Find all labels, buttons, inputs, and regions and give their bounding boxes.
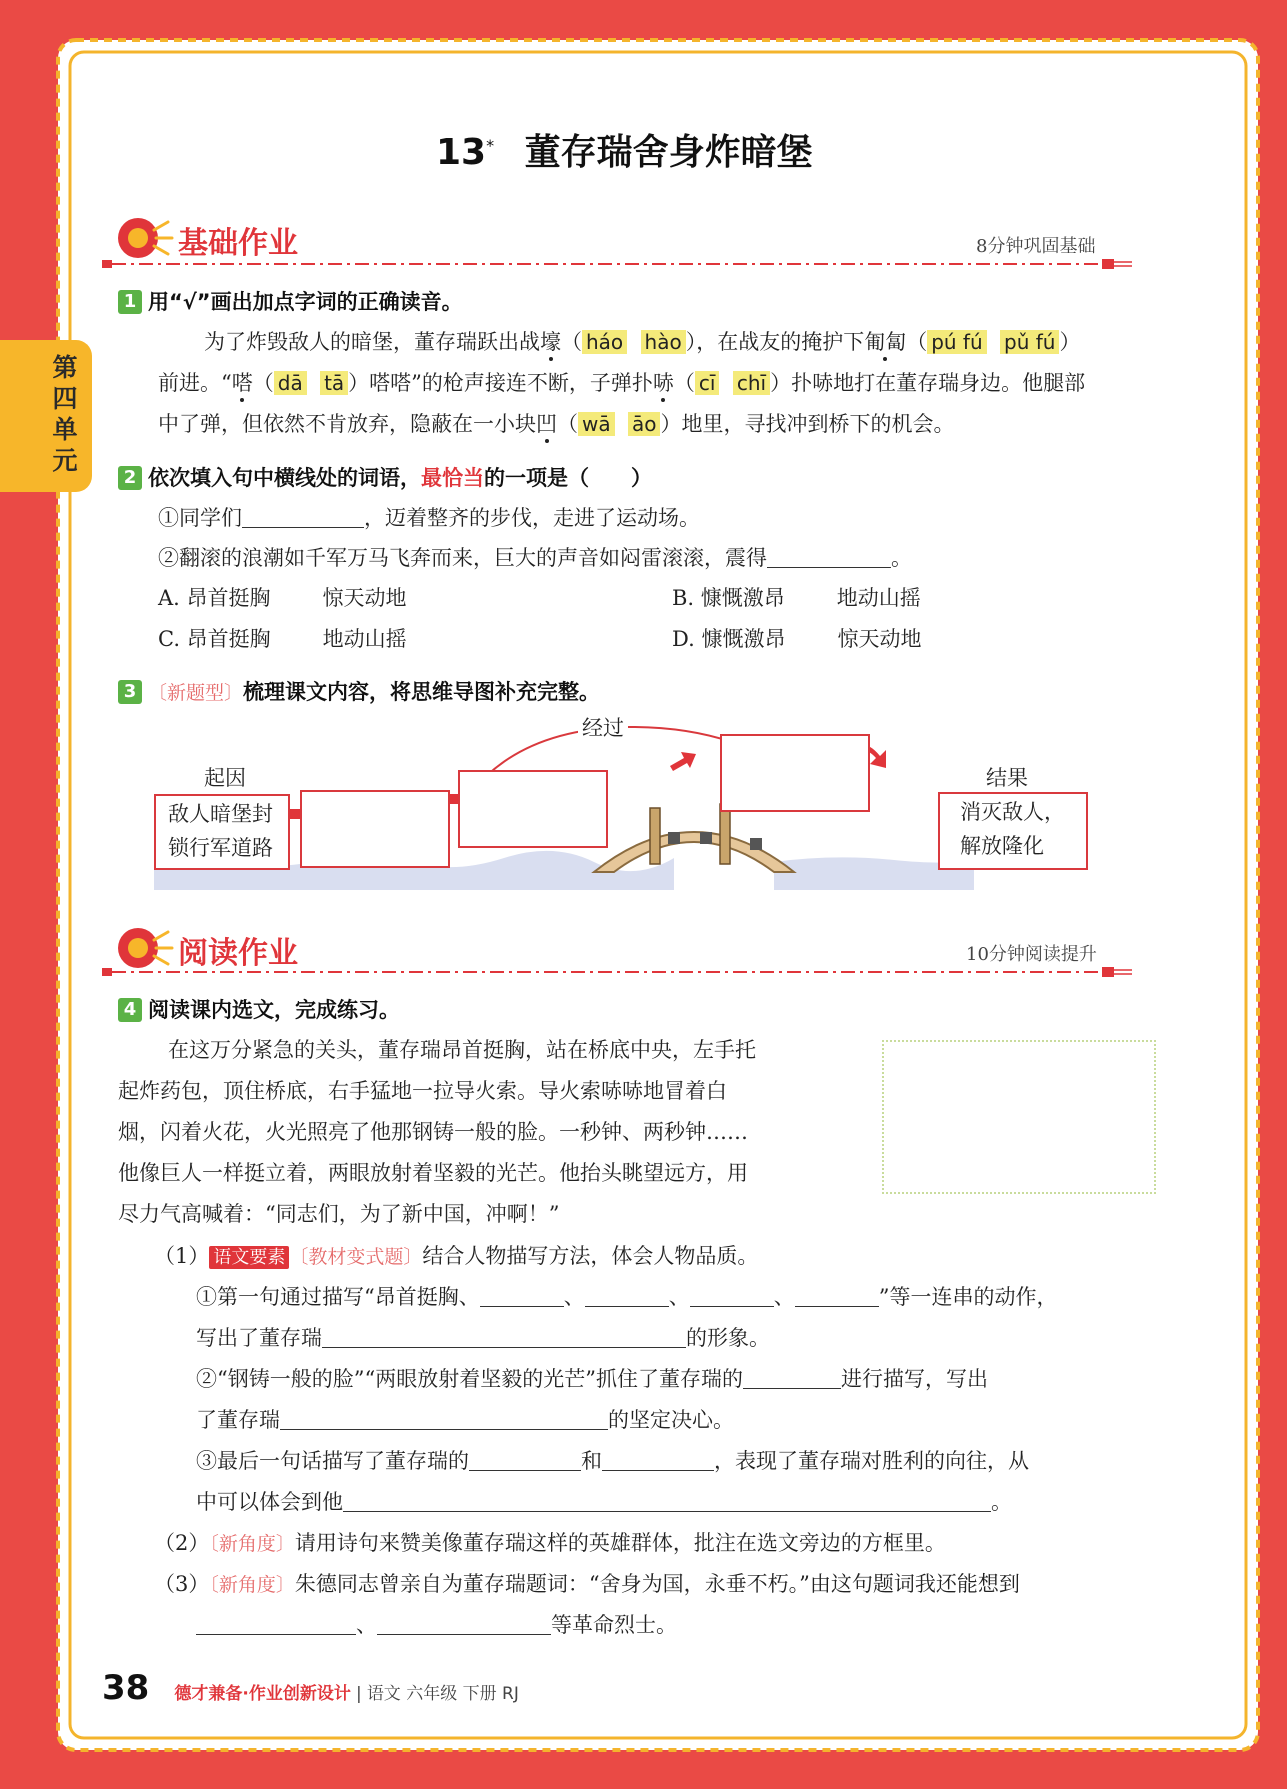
page-number: 38 <box>102 1668 150 1708</box>
text: 和 <box>581 1449 602 1473</box>
text: ，迈着整齐的步伐，走进了运动场。 <box>364 506 700 530</box>
text: ②翻滚的浪潮如千军万马飞奔而来，巨大的声音如闷雷滚滚，震得 <box>158 546 767 570</box>
text: ①同学们 <box>158 506 242 530</box>
text: 、 <box>773 1285 795 1309</box>
passage-line-3: 烟，闪着火花，火光照亮了他那钢铸一般的脸。一秒钟、两秒钟…… <box>118 1120 748 1144</box>
question-3 <box>118 676 600 706</box>
passage-line-4: 他像巨人一样挺立着，两眼放射着坚毅的光芒。他抬头眺望远方，用 <box>118 1161 748 1185</box>
question-prompt: 阅读课内选文，完成练习。 <box>148 998 400 1022</box>
text: ）嗒嗒”的枪声接连不断，子弹扑 <box>348 371 653 395</box>
dotted-char: 嗒 <box>231 371 253 395</box>
section-subtitle-basic: 8分钟巩固基础 <box>976 236 1096 257</box>
question-tag: 〔教材变式题〕 <box>289 1246 423 1268</box>
sub-question-prompt: 朱德同志曾亲自为董存瑞题词：“舍身为国，永垂不朽。”由这句题词我还能想到 <box>294 1572 1020 1596</box>
text: ”等一连串的动作， <box>878 1285 1058 1309</box>
pinyin-option[interactable]: cī <box>695 371 720 395</box>
dotted-char: 凹 <box>536 412 557 436</box>
pinyin-option[interactable]: tā <box>320 371 348 395</box>
q2-sentence-2 <box>158 542 912 572</box>
option-b[interactable] <box>672 582 921 612</box>
text: 中了弹，但依然不肯放弃，隐蔽在一小块 <box>158 412 536 436</box>
option-word: 地动山摇 <box>322 627 407 651</box>
lesson-name: 董存瑞舍身炸暗堡 <box>524 132 813 173</box>
section-title-basic: 基础作业 <box>178 226 298 261</box>
sub-1-line-b <box>196 1322 770 1352</box>
sub-question-2 <box>154 1527 946 1557</box>
answer-blank[interactable] <box>767 547 891 568</box>
pinyin-option[interactable]: hào <box>641 330 686 354</box>
text: 了董存瑞 <box>196 1408 280 1432</box>
option-label: B. 慷慨激昂 <box>672 586 785 610</box>
text: 的形象。 <box>686 1326 770 1350</box>
text: 的坚定决心。 <box>608 1408 734 1432</box>
option-word: 地动山摇 <box>836 586 921 610</box>
mindmap-blank-box-3[interactable] <box>720 734 870 812</box>
q1-line-1 <box>204 326 1080 356</box>
answer-blank[interactable] <box>322 1327 686 1348</box>
sub-1-line-c <box>196 1363 988 1393</box>
answer-blank[interactable] <box>585 1286 669 1307</box>
answer-blank[interactable] <box>469 1450 581 1471</box>
text: ） <box>1059 330 1081 354</box>
answer-blank[interactable] <box>602 1450 714 1471</box>
bridge-window <box>750 838 762 850</box>
question-tag: 〔新角度〕 <box>209 1574 295 1596</box>
question-prompt: 依次填入句中横线处的词语， <box>148 466 421 490</box>
cause-text-line-2: 锁行军道路 <box>168 836 273 860</box>
sub-question-1 <box>154 1240 758 1270</box>
passage-line-1: 在这万分紧急的关头，董存瑞昂首挺胸，站在桥底中央，左手托 <box>168 1038 756 1062</box>
mindmap-cause-box <box>154 794 290 870</box>
question-2 <box>118 462 652 492</box>
dotted-char: 壕 <box>540 330 561 354</box>
worksheet-page <box>86 72 1238 1724</box>
lesson-number: 13 <box>436 132 487 173</box>
text: 中可以体会到他 <box>196 1490 343 1514</box>
sub-question-prompt: 请用诗句来赞美像董存瑞这样的英雄群体，批注在选文旁边的方框里。 <box>294 1531 946 1555</box>
question-number: 1 <box>118 290 142 314</box>
option-word: 惊天动地 <box>322 586 407 610</box>
sub-3-line-b <box>196 1609 677 1639</box>
pinyin-option[interactable]: chī <box>733 371 770 395</box>
bridge-window <box>700 832 712 844</box>
text: ，表现了董存瑞对胜利的向往，从 <box>714 1449 1029 1473</box>
q1-line-2 <box>158 367 1085 397</box>
sub-1-line-a <box>196 1281 1058 1311</box>
arrow-icon <box>670 752 696 771</box>
text: 前进。“ <box>158 371 232 395</box>
text: 、 <box>563 1285 585 1309</box>
text: （ <box>252 371 274 395</box>
question-prompt: 用“√”画出加点字词的正确读音。 <box>148 290 463 314</box>
page-footer <box>102 1668 519 1708</box>
answer-blank[interactable] <box>690 1286 774 1307</box>
footer-brand: 德才兼备·作业创新设计 <box>174 1684 351 1704</box>
answer-blank[interactable] <box>280 1409 608 1430</box>
sub-1-line-d <box>196 1404 734 1434</box>
lesson-title <box>436 124 813 175</box>
pinyin-option[interactable]: pǔ fú <box>1000 330 1059 354</box>
answer-blank[interactable] <box>795 1286 879 1307</box>
answer-blank[interactable] <box>377 1614 551 1635</box>
section-subtitle-reading: 10分钟阅读提升 <box>966 944 1097 965</box>
annotation-box[interactable] <box>882 1040 1156 1194</box>
mindmap-result-label: 结果 <box>986 766 1028 790</box>
pinyin-option[interactable]: pú fú <box>927 330 986 354</box>
option-a[interactable] <box>158 582 407 612</box>
text: 。 <box>891 546 912 570</box>
option-d[interactable] <box>672 623 921 653</box>
text: ①第一句通过描写“昂首挺胸、 <box>196 1285 480 1309</box>
result-text-line-1: 消灭敌人， <box>960 800 1065 824</box>
mindmap-process-label: 经过 <box>578 712 628 744</box>
text: ）地里，寻找冲到桥下的机会。 <box>660 412 955 436</box>
text: 等革命烈士。 <box>551 1613 677 1637</box>
mindmap-blank-box-1[interactable] <box>300 790 450 868</box>
section-divider <box>102 966 1142 978</box>
option-label: D. 慷慨激昂 <box>672 627 786 651</box>
pinyin-option[interactable]: wā <box>578 412 615 436</box>
option-label: C. 昂首挺胸 <box>158 627 271 651</box>
passage-line-2: 起炸药包，顶住桥底，右手猛地一拉导火索。导火索哧哧地冒着白 <box>118 1079 727 1103</box>
mindmap-result-box <box>938 792 1088 870</box>
option-c[interactable] <box>158 623 407 653</box>
question-number: 4 <box>118 998 142 1022</box>
text: ③最后一句话描写了董存瑞的 <box>196 1449 469 1473</box>
text: （ <box>557 412 578 436</box>
sub-question-prompt: 结合人物描写方法，体会人物品质。 <box>422 1244 759 1268</box>
mindmap-blank-box-2[interactable] <box>458 770 608 848</box>
footer-divider: | <box>355 1684 362 1704</box>
question-tag: 〔新题型〕 <box>148 682 244 704</box>
q1-line-3 <box>158 408 954 438</box>
bridge-arch <box>594 832 794 872</box>
sub-question-number: （3） <box>154 1572 210 1596</box>
section-divider <box>102 258 1142 270</box>
question-4 <box>118 994 400 1024</box>
answer-blank[interactable] <box>242 507 364 528</box>
sub-question-3 <box>154 1568 1020 1598</box>
result-text-line-2: 解放隆化 <box>960 834 1044 858</box>
text: （ <box>673 371 695 395</box>
text: （ <box>561 330 582 354</box>
question-tag: 〔新角度〕 <box>209 1533 295 1555</box>
emphasis-text: 最恰当 <box>421 466 484 490</box>
text: （ <box>906 330 928 354</box>
bridge-pillar <box>720 804 730 864</box>
text: ），在战友的掩护下 <box>685 330 865 354</box>
sub-question-number: （2） <box>154 1531 210 1555</box>
answer-blank[interactable] <box>343 1491 991 1512</box>
text: ）扑哧地打在董存瑞身边。他腿部 <box>770 371 1086 395</box>
pinyin-option[interactable]: dā <box>274 371 307 395</box>
cause-text-line-1: 敌人暗堡封 <box>168 802 273 826</box>
unit-tab <box>0 340 92 492</box>
question-number: 3 <box>118 680 142 704</box>
bridge-window <box>668 832 680 844</box>
bridge-pillar <box>650 808 660 864</box>
sub-1-line-f <box>196 1486 1012 1516</box>
megaphone-icon <box>114 212 174 264</box>
footer-info: 语文 六年级 下册 RJ <box>366 1684 519 1704</box>
answer-blank[interactable] <box>743 1368 841 1389</box>
text: ②“钢铸一般的脸”“两眼放射着坚毅的光芒”抓住了董存瑞的 <box>196 1367 743 1391</box>
dotted-char: 匍匐 <box>864 330 907 354</box>
option-label: A. 昂首挺胸 <box>158 586 271 610</box>
question-number: 2 <box>118 466 142 490</box>
text: 。 <box>991 1490 1012 1514</box>
pinyin-option[interactable]: háo <box>582 330 627 354</box>
section-title-reading: 阅读作业 <box>178 936 298 971</box>
question-tag: 语文要素 <box>209 1246 289 1269</box>
option-word: 惊天动地 <box>837 627 922 651</box>
text: 进行描写，写出 <box>840 1367 988 1391</box>
question-prompt: 的一项是（ ） <box>484 466 652 490</box>
text: 、 <box>356 1613 377 1637</box>
passage-line-5: 尽力气高喊着：“同志们，为了新中国，冲啊！” <box>118 1202 560 1226</box>
answer-blank[interactable] <box>196 1614 356 1635</box>
text: 为了炸毁敌人的暗堡，董存瑞跃出战 <box>204 330 540 354</box>
q2-sentence-1 <box>158 502 700 532</box>
sub-1-line-e <box>196 1445 1029 1475</box>
sub-question-number: （1） <box>154 1244 210 1268</box>
unit-tab-label: 第四单元 <box>52 353 78 475</box>
text: 写出了董存瑞 <box>196 1326 322 1350</box>
text: 、 <box>668 1285 690 1309</box>
answer-blank[interactable] <box>480 1286 564 1307</box>
dotted-char: 哧 <box>652 371 674 395</box>
question-prompt: 梳理课文内容，将思维导图补充完整。 <box>243 680 601 704</box>
question-1 <box>118 286 463 316</box>
pinyin-option[interactable]: āo <box>628 412 661 436</box>
mindmap-cause-label: 起因 <box>204 766 246 790</box>
lesson-mark: * <box>486 136 495 155</box>
